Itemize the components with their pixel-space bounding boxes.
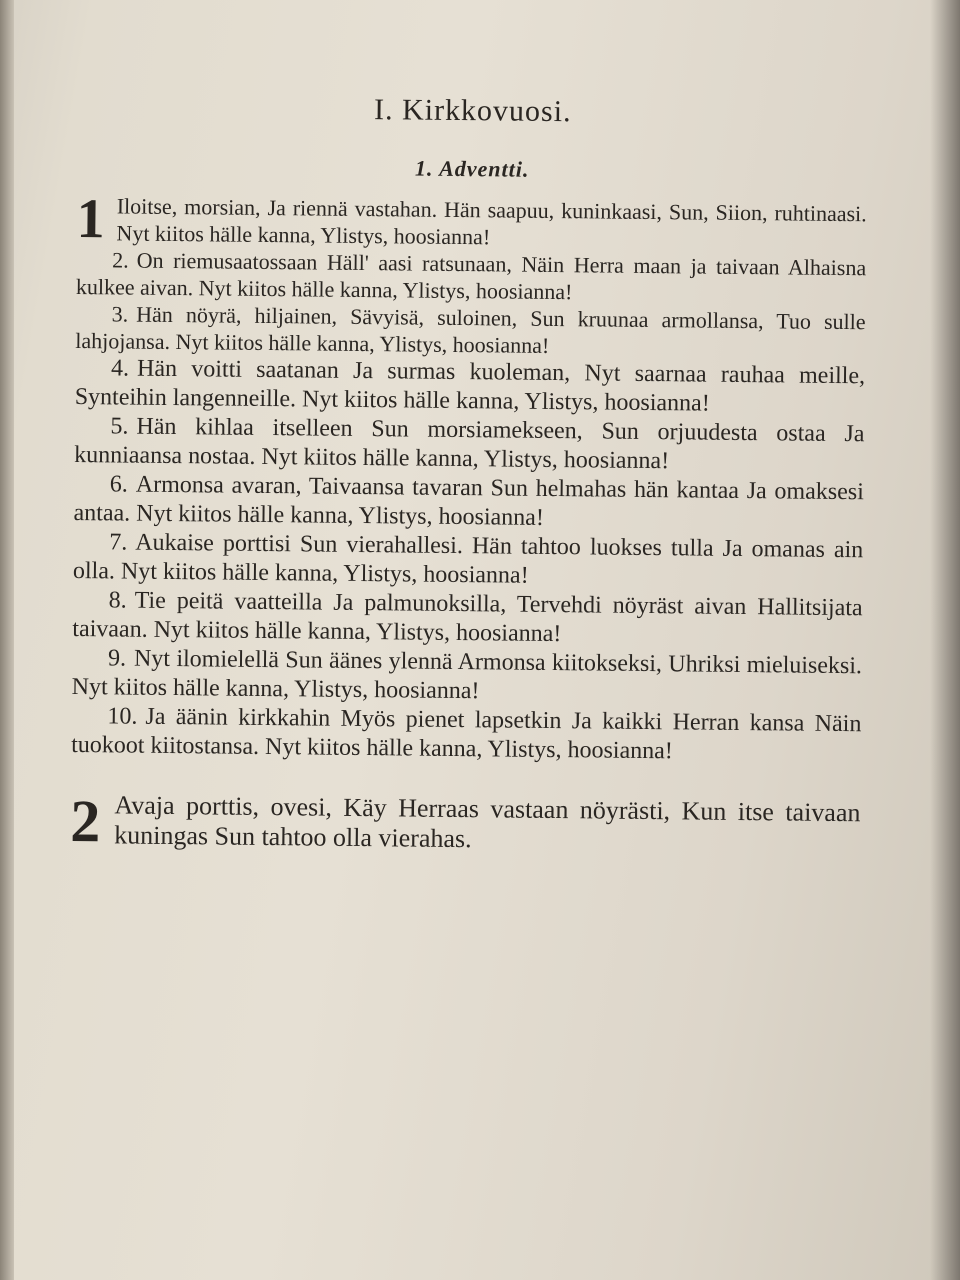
verse-7 [73, 528, 864, 594]
chapter-title: I. Kirkkovuosi. [373, 93, 572, 129]
verse-number: 10. [107, 703, 138, 730]
verse-number: 7. [109, 529, 128, 556]
verse-2 [76, 246, 867, 308]
page-content [70, 90, 868, 858]
hymn-2-first-verse [69, 787, 861, 858]
verse-number: 6. [109, 471, 129, 498]
verse-text: Avaja porttis, ovesi, Käy Herraas vastaan nöyrästi, Kun itse taivaan kuningas Sun tahtoo olla vierahas. [114, 790, 861, 854]
verse-10 [71, 702, 862, 768]
verse-number: 5. [110, 413, 129, 440]
verse-text: Hän nöyrä, hiljainen, Sävyisä, suloinen, Sun kruunaa armollansa, Tuo sulle lahjojansa. Nyt kiitos hälle kanna, Ylistys, hoosianna! [75, 301, 866, 358]
hymn-number: 2 [69, 787, 101, 855]
page-edge-shadow [930, 0, 960, 1280]
verse-text: Hän kihlaa itselleen Sun morsiamekseen, Sun orjuudesta ostaa Ja kunniaansa nostaa. Nyt kiitos hälle kanna, Ylistys, hoosianna! [74, 413, 865, 475]
section-title: 1. Adventti. [414, 155, 530, 182]
verse-3 [75, 300, 866, 362]
verse-9 [72, 644, 863, 710]
verse-6 [73, 470, 864, 536]
verse-text: On riemusaatossaan Häll' aasi ratsunaan, Näin Herra maan ja taivaan Alhaisna kulkee aivan. Nyt kiitos hälle kanna, Ylistys, hoosianna! [75, 247, 867, 305]
hymn-number: 1 [76, 187, 105, 251]
hymn-1-first-verse [76, 187, 867, 254]
verse-text: Iloitse, morsian, Ja riennä vastahan. Hän saapuu, kuninkaasi, Sun, Siion, ruhtinaasi. Nyt kiitos hälle kanna, Ylistys, hoosianna! [116, 193, 867, 250]
verse-number: 8. [108, 587, 127, 614]
verse-number: 3. [111, 301, 129, 327]
verse-number: 4. [110, 355, 130, 382]
verse-text: Armonsa avaran, Taivaansa tavaran Sun helmahas hän kantaa Ja omaksesi antaa. Nyt kiitos hälle kanna, Ylistys, hoosianna! [73, 471, 864, 531]
verse-8 [72, 586, 863, 652]
book-gutter [0, 0, 14, 1280]
verse-text: Aukaise porttisi Sun vierahallesi. Hän tahtoo luokses tulla Ja omanas ain olla. Nyt kiitos hälle kanna, Ylistys, hoosianna! [72, 529, 864, 589]
verse-text: Nyt ilomielellä Sun äänes ylennä Armonsa kiitokseksi, Uhriksi mieluiseksi. Nyt kiitos hälle kanna, Ylistys, hoosianna! [71, 645, 863, 705]
verse-text: Hän voitti saatanan Ja surmas kuoleman, Nyt saarnaa rauhaa meille, Synteihin langenneille. Nyt kiitos hälle kanna, Ylistys, hoosianna! [74, 355, 866, 417]
verse-text: Tie peitä vaatteilla Ja palmunoksilla, Tervehdi nöyräst aivan Hallitsijata taivaan. Nyt kiitos hälle kanna, Ylistys, hoosianna! [72, 587, 863, 648]
verse-5 [74, 412, 865, 478]
verse-text: Ja äänin kirkkahin Myös pienet lapsetkin Ja kaikki Herran kansa Näin tuokoot kiitostansa. Nyt kiitos hälle kanna, Ylistys, hoosianna! [71, 703, 862, 765]
verse-number: 9. [107, 645, 127, 672]
verse-4 [75, 354, 866, 420]
verse-number: 2. [112, 247, 129, 273]
